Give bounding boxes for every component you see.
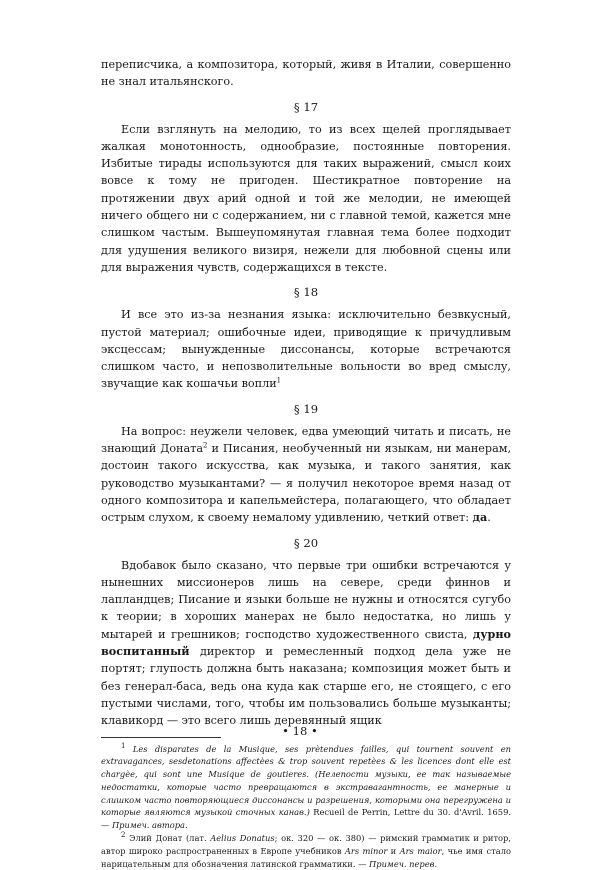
paragraph-text: Если взглянуть на мелодию, то из всех щелей проглядывает жалкая монотонность, однообразие, постоянные повторения. Избитые тирады используются для таких выражений, смысл коих вовсе к тому не пригоден. Шестикратное повторение на протяжении двух арий одной и той же мелодии, не имеющей ничего общего ни с содержанием, ни с главной темой, кажется мне слишком частым. Вышеупомянутая главная тема более подходит для удушения великого визиря, нежели для любовной сцены или для выражения чувств, содержащихся в тексте. [101, 122, 511, 274]
paragraph-text: И все это из-за незнания языка: исключительно безвкусный, пустой материал; ошибочные идеи, приводящие к причудливым эксцессам; вынужденные диссонансы, которые встречаются слишком часто, и непозволительные вольности во вред смыслу, звучащие как кошачьи вопли [101, 308, 511, 391]
footnote-translator-note: Примеч. перев. [369, 858, 438, 869]
paragraph-17 [101, 121, 511, 277]
paragraph-20 [101, 557, 511, 730]
section-heading-17: § 17 [293, 99, 319, 114]
footnote-text: ; ок. 320 — ок. 380) — римский грамматик и ритор, автор широко распространенных в Европе учебников [101, 833, 511, 856]
footnote-ars-minor: Ars minor [344, 845, 388, 856]
footnote-2 [101, 832, 511, 870]
paragraph-end: . [487, 511, 491, 525]
paragraph-text: директор и ремесленный подход дела уже не портят; глупость должна быть наказана; композиция может быть и без генерал-баса, ведь она куда как старше его, не стоящего, с его пустыми числами, того, чтобы им пользовались больше музыканты; клавикорд — это всего лишь деревянный ящик [101, 645, 511, 728]
section-heading-19: § 19 [293, 401, 319, 416]
footnote-author-note: Примеч. автора. [111, 820, 188, 831]
section-heading-18: § 18 [293, 285, 319, 300]
footnote-text: Элий Донат (лат. [129, 833, 211, 844]
footnote-ars-maior: Ars maior [399, 845, 442, 856]
footnote-text: , чье имя стало нарицательным для обозначения латинской грамматики. — [101, 845, 511, 869]
paragraph-text: На вопрос: неужели человек, едва умеющий читать и писать, не знающий Доната [101, 424, 511, 456]
paragraph-text: и Писания, необученный ни языкам, ни манерам, достоин такого искусства, как музыка, и такого занятия, как руководство музыкантами? — я получил некоторое время назад от одного композитора и капельмейстера, полагающего, что обладает острым слухом, к своему немалому удивлению, четкий ответ: [101, 442, 512, 525]
paragraph-19 [101, 423, 511, 527]
paragraph-continuation [101, 56, 511, 91]
page-number: • 18 • [282, 724, 318, 738]
footnote-number: 1 [121, 741, 126, 750]
paragraph-18 [101, 306, 511, 392]
footnote-ref-2[interactable]: 2 [203, 441, 208, 450]
footnote-number: 2 [121, 831, 126, 840]
footnote-latin-name: Aelius Donatus [210, 833, 275, 844]
footnote-translation: (Нелепости музыки, ее так называемые недостатки, которые часто превращаются в экстравагантность, ее манерные и слишком часто повторяющиеся диссонансы и разрешения, которыми она перегружена и которые являются музыкой сточных канав.) [101, 769, 512, 818]
footnote-ref-1[interactable]: 1 [276, 376, 282, 385]
paragraph-text: переписчика, а композитора, который, живя в Италии, совершенно не знал итальянского. [101, 58, 511, 89]
answer-emphasis: да [472, 510, 488, 525]
footnote-text: и [387, 845, 400, 856]
footnote-french-quote: Les disparates de la Musique, ses prètendues failles, qui tournent souvent en extravagances, sesdetonations affectèes & trop souvent repetèes & les licences dont elle est chargèe, qui sont une Musique de goutieres. [101, 743, 512, 780]
paragraph-text: Вдобавок было сказано, что первые три ошибки встречаются у нынешних миссионеров лишь на севере, среди финнов и лапландцев; Писание и языки больше не нужны и относятся сугубо к теории; в хороших манерах не было недостатка, но лишь у мытарей и грешников; господство художественного свиста, [101, 558, 511, 641]
footnote-source: Recueil de Perrin, Lettre du 30. d'Avril. 1659. — [101, 807, 511, 831]
section-heading-20: § 20 [293, 535, 319, 550]
bold-phrase: дурно воспитанный [101, 626, 511, 659]
footnote-1 [101, 743, 511, 833]
